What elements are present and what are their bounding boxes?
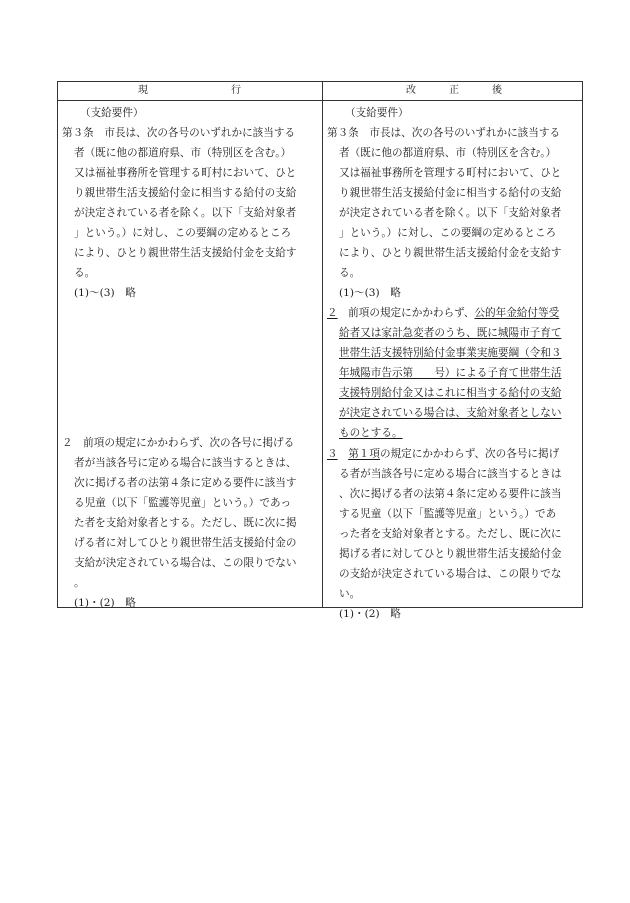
header-revised-1: 改: [406, 85, 416, 96]
left-line: 」という。）に対し、この要綱の定めるところ: [74, 227, 292, 239]
right-line: が決定されている者を除く。以下「支給対象者: [339, 207, 562, 219]
right-line: る者が当該各号に定める場合に該当するときは: [339, 468, 562, 480]
left-line: (1)～(3) 略: [74, 287, 136, 299]
left-line: 第３条 市長は、次の各号のいずれかに該当する: [62, 127, 296, 139]
left-line: 支給が決定されている場合は、この限りでない: [74, 557, 297, 569]
comparison-table: [57, 81, 583, 620]
right-line: 掲げる者に対してひとり親世帯生活支援給付金: [339, 548, 562, 560]
right-line: る。: [339, 267, 361, 279]
right-line-added: ものとする。: [339, 427, 403, 439]
left-line: た者を支給対象者とする。ただし、既に次に掲: [74, 517, 297, 529]
right-line-added: 支援特別給付金又はこれに相当する給付の支給: [339, 387, 562, 399]
right-line: (1)・(2) 略: [339, 608, 401, 620]
header-current-2: 行: [231, 85, 241, 96]
right-line: (1)～(3) 略: [339, 287, 401, 299]
right-line: い。: [339, 588, 361, 600]
left-line: り親世帯生活支援給付金に相当する給付の支給: [74, 187, 297, 199]
left-line: 者（既に他の都道府県、市（特別区を含む。）: [74, 147, 292, 159]
left-line: 者が当該各号に定める場合に該当するときは、: [74, 457, 297, 469]
right-line-added: 世帯生活支援特別給付金事業実施要綱（令和３: [339, 347, 562, 359]
left-line: 又は福祉事務所を管理する町村において、ひと: [74, 167, 297, 179]
header-revised-2: 正: [449, 85, 459, 96]
new-paragraph-2-line: ２ 前項の規定にかかわらず、公的年金給付等受: [327, 307, 560, 319]
left-line: 。: [74, 577, 85, 589]
right-line: の支給が決定されている場合は、この限りでな: [339, 568, 562, 580]
left-line: （支給要件）: [80, 107, 144, 119]
left-line: る児童（以下「監護等児童」という。）であっ: [74, 497, 292, 509]
paragraph-3-first-line: ３ 第１項の規定にかかわらず、次の各号に掲げ: [327, 448, 560, 460]
left-line: (1)・(2) 略: [74, 597, 136, 609]
header-revised-3: 後: [492, 85, 502, 96]
right-line: する児童（以下「監護等児童」という。）であ: [339, 508, 557, 520]
left-line: 次に掲げる者の法第４条に定める要件に該当す: [74, 477, 297, 489]
right-line: （支給要件）: [345, 107, 409, 119]
right-line-added: が決定されている場合は、支給対象者としない: [339, 407, 562, 419]
right-line: 、次に掲げる者の法第４条に定める要件に該当: [339, 488, 562, 500]
right-line-added: 年城陽市告示第 号）による子育て世帯生活: [339, 367, 562, 379]
paragraph-number-2: ２: [327, 307, 338, 319]
left-line: げる者に対してひとり親世帯生活支援給付金の: [74, 537, 297, 549]
right-line: 」という。）に対し、この要綱の定めるところ: [339, 227, 557, 239]
left-line: が決定されている者を除く。以下「支給対象者: [74, 207, 297, 219]
left-line: る。: [74, 267, 96, 279]
right-line: により、ひとり親世帯生活支援給付金を支給す: [339, 247, 562, 259]
header-divider: [58, 100, 582, 101]
right-line-added: 給者又は家計急変者のうち、既に城陽市子育て: [339, 327, 562, 339]
left-line: ２ 前項の規定にかかわらず、次の各号に掲げる: [62, 437, 295, 449]
right-line: 又は福祉事務所を管理する町村において、ひと: [339, 167, 562, 179]
right-line: 者（既に他の都道府県、市（特別区を含む。）: [339, 147, 557, 159]
left-line: により、ひとり親世帯生活支援給付金を支給す: [74, 247, 297, 259]
paragraph-number-3: ３: [327, 448, 338, 460]
column-divider: [322, 82, 323, 607]
right-line: 第３条 市長は、次の各号のいずれかに該当する: [327, 127, 561, 139]
right-line: り親世帯生活支援給付金に相当する給付の支給: [339, 187, 562, 199]
header-current-1: 現: [138, 85, 148, 96]
right-line: った者を支給対象者とする。ただし、既に次に: [339, 528, 562, 540]
